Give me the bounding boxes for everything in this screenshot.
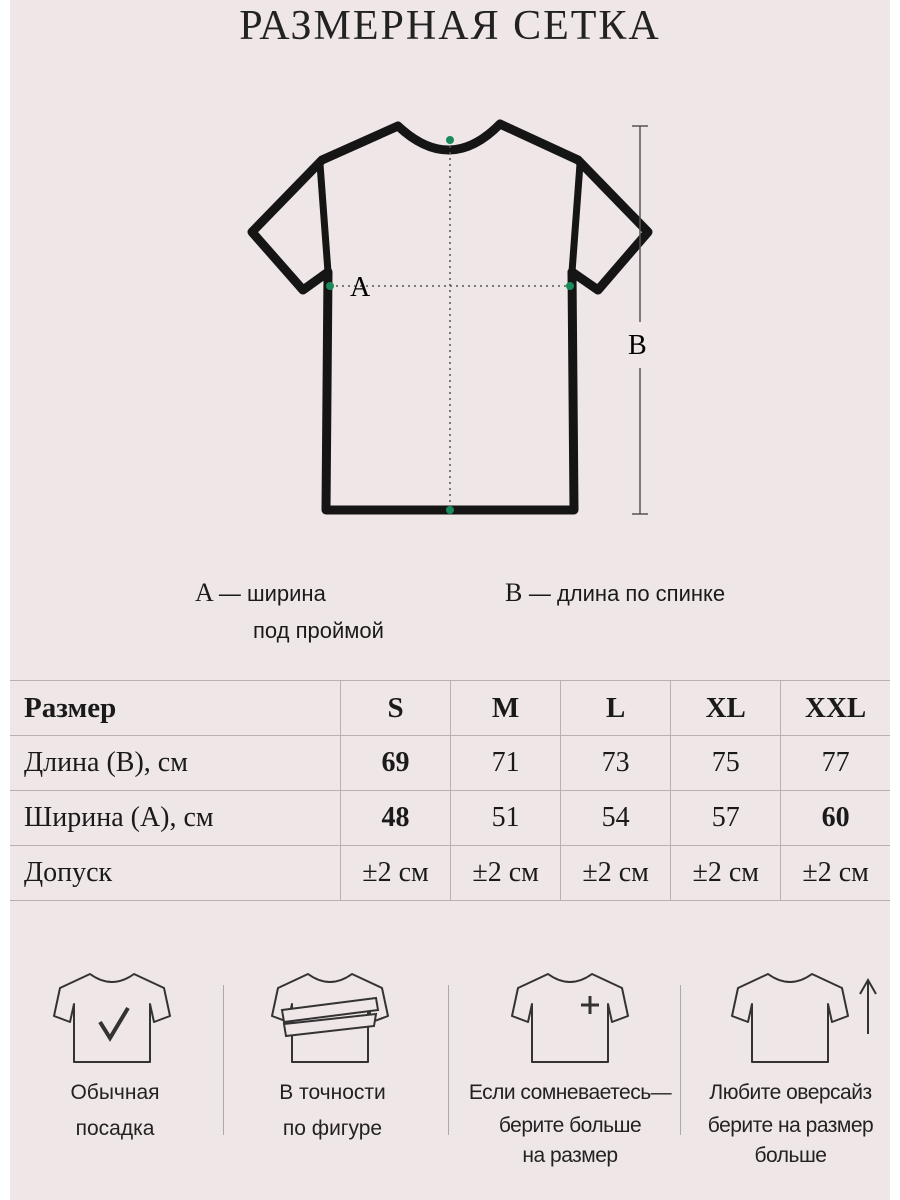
row-label: Длина (B), см — [10, 736, 341, 791]
cell: 60 — [781, 791, 890, 846]
legend-a-letter: A — [195, 578, 213, 607]
fit-caption-doubt — [450, 1075, 690, 1171]
cell: 54 — [561, 791, 671, 846]
header-cell: Размер — [10, 681, 341, 736]
legend-a-text: — ширина — [218, 581, 326, 606]
legend-a — [195, 578, 326, 608]
tshirt-arrow-up-icon — [730, 968, 890, 1068]
fit-caption-regular — [20, 1075, 210, 1147]
cell: ±2 см — [451, 846, 561, 901]
divider — [448, 985, 449, 1135]
cell: ±2 см — [781, 846, 890, 901]
table-header-row — [10, 681, 890, 736]
legend-a-sub — [253, 615, 384, 645]
row-label: Допуск — [10, 846, 341, 901]
caption-line: Любите оверсайз — [709, 1081, 872, 1104]
header-cell: M — [451, 681, 561, 736]
caption-line: на размер — [522, 1144, 618, 1167]
size-table — [10, 680, 890, 901]
caption-line: больше — [754, 1144, 827, 1167]
page-title: РАЗМЕРНАЯ СЕТКА — [239, 3, 661, 49]
caption-line: Обычная — [70, 1081, 160, 1104]
fit-caption-exact — [235, 1075, 430, 1147]
cell: ±2 см — [561, 846, 671, 901]
table-row — [10, 791, 890, 846]
legend-b-letter: B — [505, 578, 523, 607]
marker — [446, 506, 454, 514]
legend-b — [505, 578, 725, 608]
caption-line: берите больше — [498, 1114, 642, 1137]
table-row — [10, 736, 890, 791]
tshirt-check-icon — [52, 968, 172, 1068]
cell: 75 — [671, 736, 781, 791]
header-cell: L — [561, 681, 671, 736]
legend-b-text: — длина по спинке — [528, 581, 726, 606]
caption-line: берите на размер — [707, 1114, 874, 1137]
caption-line: по фигуре — [282, 1117, 383, 1140]
tshirt-plus-icon — [510, 968, 630, 1068]
cell: 71 — [451, 736, 561, 791]
tshirt-diagram — [0, 0, 900, 540]
cell: ±2 см — [671, 846, 781, 901]
cell: 73 — [561, 736, 671, 791]
divider — [223, 985, 224, 1135]
caption-line: посадка — [75, 1117, 155, 1140]
label-b: B — [628, 330, 647, 361]
tshirt-measuring-tape-icon — [270, 968, 390, 1068]
legend-a-subtext: под проймой — [253, 618, 384, 643]
header-cell: S — [341, 681, 451, 736]
cell: 77 — [781, 736, 890, 791]
caption-line: В точности — [279, 1081, 386, 1104]
row-label: Ширина (A), см — [10, 791, 341, 846]
header-cell: XXL — [781, 681, 890, 736]
label-a: A — [350, 272, 371, 303]
table-row — [10, 846, 890, 901]
cell: ±2 см — [341, 846, 451, 901]
fit-caption-oversize — [688, 1075, 893, 1171]
cell: 57 — [671, 791, 781, 846]
cell: 51 — [451, 791, 561, 846]
marker — [326, 282, 334, 290]
cell: 48 — [341, 791, 451, 846]
cell: 69 — [341, 736, 451, 791]
marker — [566, 282, 574, 290]
header-cell: XL — [671, 681, 781, 736]
caption-line: Если сомневаетесь— — [468, 1081, 672, 1104]
marker — [446, 136, 454, 144]
